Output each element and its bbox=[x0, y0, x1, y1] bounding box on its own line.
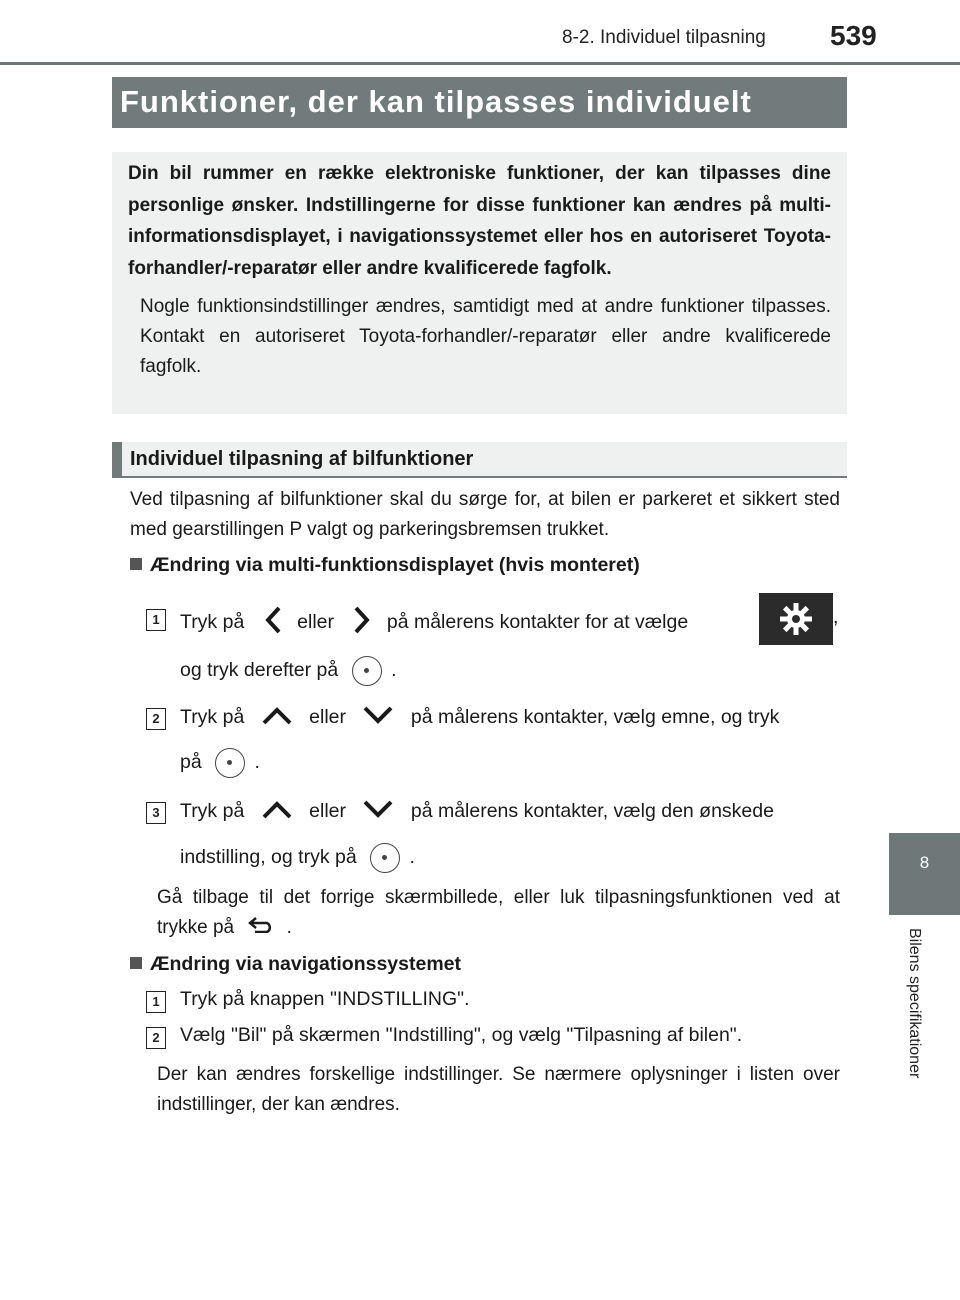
ok-button-icon bbox=[370, 843, 400, 873]
chapter-tab bbox=[889, 833, 960, 915]
chapter-number: 8 bbox=[919, 853, 930, 872]
ok-button-icon bbox=[215, 748, 245, 778]
step-3-line-1 bbox=[180, 799, 774, 825]
intro-text: Din bil rummer en række elektroniske funktioner, der kan tilpasses dine personlige ønsker. Indstillingerne for disse funktioner kan ændres på multi-informationsdisplayet, i navigationssystemet eller hos en autoriseret Toyota-forhandler/-reparatør eller andre kvalificerede fagfolk. bbox=[128, 163, 831, 279]
step-text: indstilling, og tryk på bbox=[180, 846, 357, 869]
step-text: på målerens kontakter for at vælge bbox=[386, 611, 689, 634]
chevron-up-icon bbox=[262, 799, 292, 825]
step-text: på målerens kontakter, vælg den ønskede bbox=[410, 800, 774, 823]
page-title: Funktioner, der kan tilpasses individuelt bbox=[112, 77, 847, 128]
intro-box bbox=[112, 152, 847, 414]
step-2-line-1 bbox=[180, 705, 779, 731]
header-rule bbox=[0, 62, 960, 65]
step-number: 1 bbox=[146, 609, 166, 631]
section-heading-text: Ændring via navigationssystemet bbox=[150, 953, 462, 975]
chevron-left-icon bbox=[264, 606, 282, 640]
bullet-square bbox=[130, 558, 142, 570]
step-text: . bbox=[254, 751, 260, 774]
step-text: Tryk på bbox=[180, 706, 245, 729]
running-header-section: 8-2. Individuel tilpasning bbox=[562, 27, 766, 48]
subsection-heading: Individuel tilpasning af bilfunktioner bbox=[112, 442, 847, 478]
back-note bbox=[157, 883, 840, 943]
step-3-line-2 bbox=[180, 843, 415, 873]
step-text: eller bbox=[309, 706, 346, 729]
step-text: . bbox=[409, 846, 415, 869]
back-arrow-icon bbox=[247, 913, 277, 943]
chapter-label: Bilens specifikationer bbox=[906, 928, 923, 1079]
step-text: og tryk derefter på bbox=[180, 659, 339, 682]
step-text: Tryk på bbox=[180, 611, 245, 634]
bullet-square bbox=[130, 957, 142, 969]
chevron-right-icon bbox=[353, 606, 371, 640]
step-number: 2 bbox=[146, 708, 166, 730]
intro-paragraph: Ved tilpasning af bilfunktioner skal du sørge for, at bilen er parkeret et sikkert sted med gearstillingen P valgt og parkeringsbremsen trukket. bbox=[130, 489, 840, 540]
step-text: , bbox=[833, 606, 839, 628]
back-note-text: Gå tilbage til det forrige skærmbillede, eller luk tilpasningsfunktionen ved at trykke på bbox=[157, 887, 840, 939]
step-1-line-2 bbox=[180, 656, 397, 686]
nav-note: Der kan ændres forskellige indstillinger. Se nærmere oplysninger i listen over indstillinger, der kan ændres. bbox=[157, 1064, 840, 1115]
chevron-up-icon bbox=[262, 705, 292, 731]
step-number: 1 bbox=[146, 991, 166, 1013]
settings-gear-icon bbox=[759, 593, 833, 645]
nav-step-2: Vælg "Bil" på skærmen "Indstilling", og vælg "Tilpasning af bilen". bbox=[180, 1024, 743, 1046]
step-text: . bbox=[391, 659, 397, 682]
ok-button-icon bbox=[352, 656, 382, 686]
section-heading-text: Ændring via multi-funktionsdisplayet (hvis monteret) bbox=[150, 554, 640, 576]
step-text: eller bbox=[297, 611, 334, 634]
step-text: eller bbox=[309, 800, 346, 823]
step-text: på målerens kontakter, vælg emne, og tryk bbox=[410, 706, 780, 729]
step-number: 3 bbox=[146, 802, 166, 824]
nav-step-1: Tryk på knappen "INDSTILLING". bbox=[180, 988, 470, 1010]
chevron-down-icon bbox=[363, 705, 393, 731]
step-1-line-1 bbox=[180, 606, 688, 640]
section-heading-mfd bbox=[130, 554, 640, 577]
back-note-end: . bbox=[286, 917, 292, 939]
step-text: Tryk på bbox=[180, 800, 245, 823]
step-number: 2 bbox=[146, 1027, 166, 1049]
step-2-line-2 bbox=[180, 748, 260, 778]
intro-note: Nogle funktionsindstillinger ændres, samtidigt med at andre funktioner tilpasses. Kontakt en autoriseret Toyota-forhandler/-reparatør eller andre kvalificerede fagfolk. bbox=[140, 296, 831, 377]
step-text: på bbox=[180, 751, 202, 774]
page-number: 539 bbox=[830, 20, 877, 51]
section-heading-nav bbox=[130, 953, 461, 976]
chevron-down-icon bbox=[363, 799, 393, 825]
